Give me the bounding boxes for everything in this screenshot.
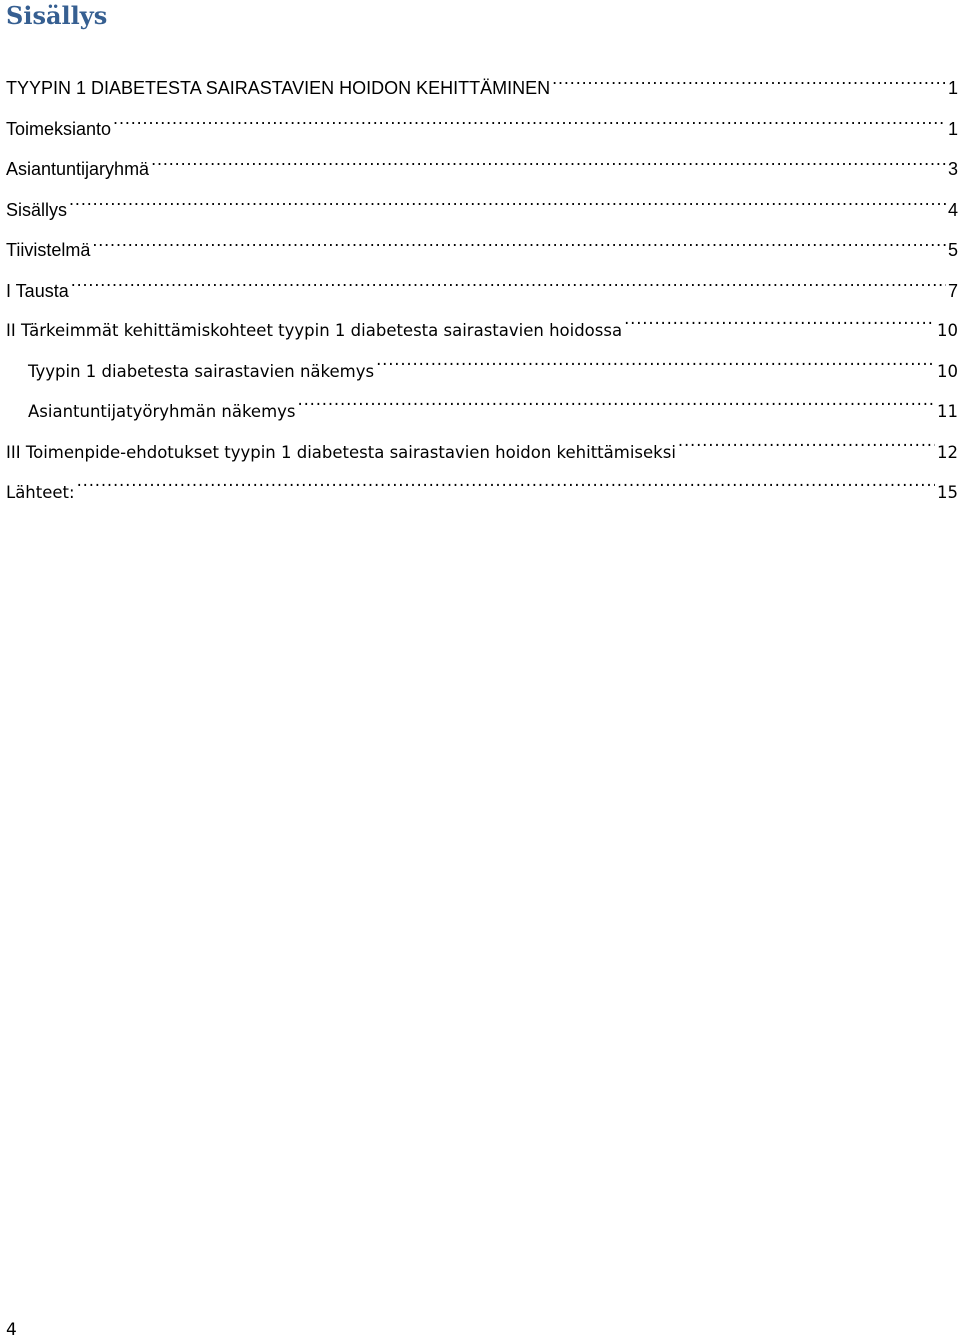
toc-page-number: 3 <box>947 159 958 179</box>
toc-entry-title: Sisällys <box>6 199 68 220</box>
toc-dot-leader <box>77 482 935 499</box>
toc-dot-leader <box>552 76 946 94</box>
toc-dot-leader <box>69 198 946 216</box>
toc-entry[interactable] <box>6 190 958 231</box>
toc-entry[interactable] <box>6 68 958 109</box>
toc-page-number: 4 <box>947 199 958 220</box>
toc-entry[interactable] <box>6 311 958 352</box>
toc-page-number: 10 <box>937 361 958 381</box>
toc-dot-leader <box>113 117 946 135</box>
toc-page-number: 5 <box>947 240 958 260</box>
toc-entry[interactable] <box>6 271 958 312</box>
toc-entry[interactable] <box>6 230 958 271</box>
toc-entry-title: III Toimenpide-ehdotukset tyypin 1 diabetesta sairastavien hoidon kehittämiseksi <box>6 442 676 462</box>
toc-dot-leader <box>624 320 935 337</box>
toc-page-number: 10 <box>937 321 958 340</box>
toc-dot-leader <box>298 401 935 418</box>
toc-entry[interactable] <box>6 109 958 150</box>
toc-page-number: 1 <box>947 78 958 98</box>
toc-page-number: 7 <box>947 280 958 301</box>
footer-page-number: 4 <box>6 1320 17 1340</box>
toc-entry-title: Lähteet: <box>6 483 75 502</box>
toc-dot-leader <box>71 279 946 297</box>
toc-dot-leader <box>678 441 935 458</box>
toc-entry[interactable] <box>6 473 958 514</box>
toc-entry[interactable] <box>6 392 958 433</box>
toc-entry-title: Tiivistelmä <box>6 240 91 260</box>
page-title: Sisällys <box>6 1 108 30</box>
toc-dot-leader <box>376 360 935 377</box>
toc-entry-title: Tyypin 1 diabetesta sairastavien näkemys <box>28 361 375 381</box>
toc-entry-title: TYYPIN 1 DIABETESTA SAIRASTAVIEN HOIDON KEHITTÄMINEN <box>6 78 551 98</box>
toc-dot-leader <box>92 238 946 256</box>
toc-entry[interactable] <box>6 352 958 393</box>
toc-page-number: 15 <box>937 483 958 502</box>
toc-entry-title: Asiantuntijaryhmä <box>6 159 150 179</box>
toc-page-number: 11 <box>937 402 958 421</box>
toc-entry-title: I Tausta <box>6 280 69 301</box>
table-of-contents <box>6 68 958 514</box>
toc-entry[interactable] <box>6 433 958 474</box>
toc-dot-leader <box>151 157 946 175</box>
toc-entry[interactable] <box>6 149 958 190</box>
toc-page-number: 12 <box>937 442 958 462</box>
toc-entry-title: II Tärkeimmät kehittämiskohteet tyypin 1 diabetesta sairastavien hoidossa <box>6 321 623 340</box>
toc-entry-title: Toimeksianto <box>6 118 112 139</box>
toc-page-number: 1 <box>947 118 958 139</box>
toc-entry-title: Asiantuntijatyöryhmän näkemys <box>28 402 296 421</box>
